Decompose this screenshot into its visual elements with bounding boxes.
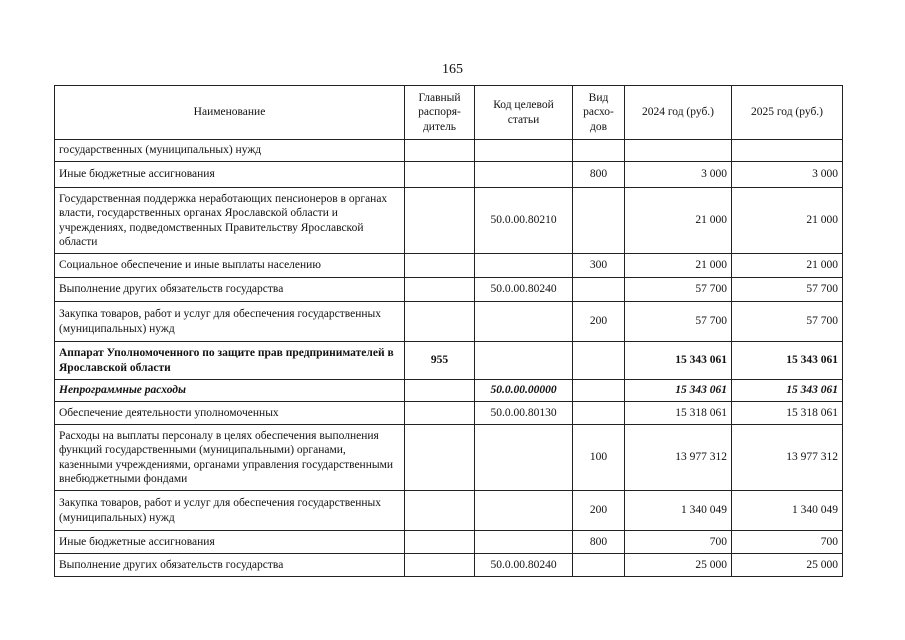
row-2025: 57 700 — [732, 278, 843, 302]
row-2025: 15 318 061 — [732, 402, 843, 425]
header-code: Код целевой статьи — [475, 86, 573, 140]
row-admin — [405, 491, 475, 531]
row-2025: 13 977 312 — [732, 425, 843, 491]
row-code — [475, 425, 573, 491]
row-code — [475, 531, 573, 554]
table-row — [55, 302, 843, 342]
row-2024: 21 000 — [625, 254, 732, 278]
row-admin — [405, 162, 475, 188]
header-name: Наименование — [55, 86, 405, 140]
row-2024: 57 700 — [625, 278, 732, 302]
row-admin — [405, 140, 475, 162]
row-admin — [405, 554, 475, 577]
row-2024: 15 318 061 — [625, 402, 732, 425]
row-admin — [405, 188, 475, 254]
row-code: 50.0.00.80240 — [475, 554, 573, 577]
row-name: Расходы на выплаты персоналу в целях обеспечения выполнения функций государственными (муниципальными) органами, казенными учреждениями, органами управления государственными внебюджетными фондами — [55, 425, 405, 491]
row-code: 50.0.00.80240 — [475, 278, 573, 302]
row-type — [573, 402, 625, 425]
row-code — [475, 254, 573, 278]
header-2024: 2024 год (руб.) — [625, 86, 732, 140]
row-admin — [405, 302, 475, 342]
row-code: 50.0.00.00000 — [475, 380, 573, 402]
row-2024: 3 000 — [625, 162, 732, 188]
row-type — [573, 554, 625, 577]
row-admin — [405, 425, 475, 491]
page-number: 165 — [442, 62, 463, 77]
row-code — [475, 342, 573, 380]
row-type — [573, 188, 625, 254]
header-2025: 2025 год (руб.) — [732, 86, 843, 140]
row-name: государственных (муниципальных) нужд — [55, 140, 405, 162]
header-type: Вид расхо-дов — [573, 86, 625, 140]
table-row — [55, 425, 843, 491]
row-2024: 21 000 — [625, 188, 732, 254]
row-type: 800 — [573, 531, 625, 554]
row-2024: 57 700 — [625, 302, 732, 342]
table-row — [55, 402, 843, 425]
row-type — [573, 140, 625, 162]
row-2025: 15 343 061 — [732, 342, 843, 380]
row-2024 — [625, 140, 732, 162]
row-type: 300 — [573, 254, 625, 278]
row-2025: 15 343 061 — [732, 380, 843, 402]
row-name: Государственная поддержка неработающих пенсионеров в органах власти, государственных органах Ярославской области и учреждениях, подведомственных Правительству Ярославской области — [55, 188, 405, 254]
row-name: Закупка товаров, работ и услуг для обеспечения государственных (муниципальных) нужд — [55, 491, 405, 531]
table-header-row — [55, 86, 843, 140]
table-row — [55, 491, 843, 531]
row-name: Закупка товаров, работ и услуг для обеспечения государственных (муниципальных) нужд — [55, 302, 405, 342]
table-row — [55, 380, 843, 402]
table-row — [55, 531, 843, 554]
row-admin — [405, 380, 475, 402]
row-admin — [405, 254, 475, 278]
row-2025: 1 340 049 — [732, 491, 843, 531]
row-type: 200 — [573, 302, 625, 342]
header-admin: Главный распоря-дитель — [405, 86, 475, 140]
table-row — [55, 254, 843, 278]
row-code — [475, 162, 573, 188]
row-2024: 15 343 061 — [625, 380, 732, 402]
budget-table — [54, 85, 843, 577]
table-row — [55, 342, 843, 380]
table-row — [55, 162, 843, 188]
row-2025: 21 000 — [732, 188, 843, 254]
table-row — [55, 140, 843, 162]
row-name: Аппарат Уполномоченного по защите прав предпринимателей в Ярославской области — [55, 342, 405, 380]
row-2025: 3 000 — [732, 162, 843, 188]
row-2024: 15 343 061 — [625, 342, 732, 380]
row-code — [475, 302, 573, 342]
row-type — [573, 380, 625, 402]
row-2025: 21 000 — [732, 254, 843, 278]
row-code — [475, 140, 573, 162]
row-admin: 955 — [405, 342, 475, 380]
row-code: 50.0.00.80210 — [475, 188, 573, 254]
row-type: 200 — [573, 491, 625, 531]
row-type: 800 — [573, 162, 625, 188]
row-2024: 25 000 — [625, 554, 732, 577]
row-name: Иные бюджетные ассигнования — [55, 162, 405, 188]
row-name: Выполнение других обязательств государства — [55, 278, 405, 302]
row-code: 50.0.00.80130 — [475, 402, 573, 425]
row-name: Выполнение других обязательств государства — [55, 554, 405, 577]
table-row — [55, 188, 843, 254]
row-type: 100 — [573, 425, 625, 491]
row-type — [573, 342, 625, 380]
row-2024: 700 — [625, 531, 732, 554]
row-2025: 57 700 — [732, 302, 843, 342]
row-name: Обеспечение деятельности уполномоченных — [55, 402, 405, 425]
table-row — [55, 554, 843, 577]
row-2025 — [732, 140, 843, 162]
row-2025: 25 000 — [732, 554, 843, 577]
row-2025: 700 — [732, 531, 843, 554]
row-2024: 1 340 049 — [625, 491, 732, 531]
row-admin — [405, 402, 475, 425]
row-code — [475, 491, 573, 531]
row-name: Социальное обеспечение и иные выплаты населению — [55, 254, 405, 278]
row-type — [573, 278, 625, 302]
row-admin — [405, 278, 475, 302]
table-row — [55, 278, 843, 302]
row-name: Иные бюджетные ассигнования — [55, 531, 405, 554]
row-2024: 13 977 312 — [625, 425, 732, 491]
row-name: Непрограммные расходы — [55, 380, 405, 402]
row-admin — [405, 531, 475, 554]
